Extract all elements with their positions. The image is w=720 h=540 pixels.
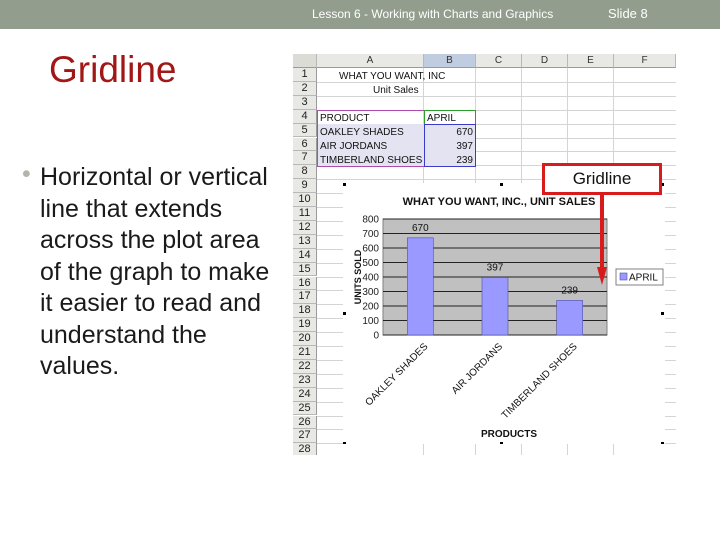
y-tick-label: 800 — [362, 214, 379, 226]
cell-a7: TIMBERLAND SHOES — [320, 155, 423, 166]
y-tick-label: 100 — [362, 316, 379, 327]
x-axis-label: PRODUCTS — [480, 429, 538, 440]
bar — [482, 277, 508, 335]
slide-title: Gridline — [49, 49, 177, 90]
row-header-13[interactable]: 13 — [293, 235, 317, 249]
cell-b6: 397 — [456, 141, 473, 152]
y-tick-label: 700 — [362, 229, 379, 240]
x-tick-label: AIR JORDANS — [449, 341, 506, 397]
row-header-12[interactable]: 12 — [293, 221, 317, 235]
slide-body-text: Horizontal or vertical line that extends across the plot area of the graph to make it easier to read and understand the values. — [40, 163, 270, 380]
data-label: 670 — [411, 222, 429, 234]
embedded-chart[interactable] — [343, 183, 665, 444]
cell-a1: WHAT YOU WANT, INC — [339, 71, 446, 82]
row-header-3[interactable]: 3 — [293, 96, 317, 110]
row-header-10[interactable]: 10 — [293, 193, 317, 207]
y-tick-label: 200 — [362, 301, 379, 313]
y-tick-label: 0 — [373, 330, 379, 342]
row-header-25[interactable]: 25 — [293, 402, 317, 416]
row-header-20[interactable]: 20 — [293, 332, 317, 346]
chart-resize-handle — [343, 183, 346, 186]
row-header-6[interactable]: 6 — [293, 138, 317, 152]
row-header-2[interactable]: 2 — [293, 82, 317, 96]
chart-resize-handle — [661, 312, 664, 315]
chart-resize-handle — [500, 442, 503, 444]
callout-arrow-icon — [597, 195, 607, 285]
cell-b4: APRIL — [427, 113, 456, 124]
y-tick-label: 500 — [362, 258, 379, 269]
y-tick-label: 400 — [362, 272, 379, 284]
slide-header-bar — [0, 0, 720, 29]
values-range-box — [424, 124, 476, 167]
category-range-box — [317, 110, 425, 167]
cell-a5: OAKLEY SHADES — [320, 127, 404, 138]
bar-chart — [343, 183, 665, 444]
row-header-17[interactable]: 17 — [293, 290, 317, 304]
cell-a6: AIR JORDANS — [320, 141, 388, 152]
chart-resize-handle — [500, 183, 503, 186]
x-tick-label: TIMBERLAND SHOES — [499, 341, 580, 422]
x-tick-label: OAKLEY SHADES — [363, 341, 431, 409]
slide-number: Slide 8 — [608, 6, 648, 21]
row-header-22[interactable]: 22 — [293, 360, 317, 374]
row-header-9[interactable]: 9 — [293, 179, 317, 193]
bar — [407, 238, 433, 335]
chart-resize-handle — [343, 442, 346, 444]
row-header-24[interactable]: 24 — [293, 388, 317, 402]
row-header-7[interactable]: 7 — [293, 151, 317, 165]
row-header-26[interactable]: 26 — [293, 416, 317, 430]
y-axis-label: UNITS SOLD — [353, 249, 363, 305]
cell-gridline-horizontal — [317, 96, 676, 97]
cell-a4: PRODUCT — [320, 113, 370, 124]
row-header-1[interactable]: 1 — [293, 68, 317, 82]
row-header-15[interactable]: 15 — [293, 263, 317, 277]
row-header-5[interactable]: 5 — [293, 124, 317, 138]
column-header-a[interactable]: A — [317, 54, 424, 68]
legend-label: APRIL — [629, 272, 658, 284]
cell-b7: 239 — [456, 155, 473, 166]
cell-a2: Unit Sales — [373, 85, 419, 96]
y-tick-label: 300 — [362, 287, 379, 298]
row-header-14[interactable]: 14 — [293, 249, 317, 263]
column-header-d[interactable]: D — [522, 54, 568, 68]
gridline-callout: Gridline — [542, 163, 662, 195]
column-header-b[interactable]: B — [424, 54, 476, 68]
column-header-f[interactable]: F — [614, 54, 676, 68]
column-header-c[interactable]: C — [476, 54, 522, 68]
row-header-28[interactable]: 28 — [293, 443, 317, 455]
row-header-11[interactable]: 11 — [293, 207, 317, 221]
row-header-21[interactable]: 21 — [293, 346, 317, 360]
cell-b5: 670 — [456, 127, 473, 138]
y-tick-label: 600 — [362, 243, 379, 255]
row-header-16[interactable]: 16 — [293, 277, 317, 291]
legend-swatch — [620, 273, 627, 280]
bar — [557, 300, 583, 335]
row-header-8[interactable]: 8 — [293, 165, 317, 179]
chart-title: WHAT YOU WANT, INC., UNIT SALES — [402, 196, 596, 208]
series-name-box — [424, 110, 476, 125]
select-all-corner[interactable] — [293, 54, 317, 68]
lesson-title: Lesson 6 - Working with Charts and Graphics — [312, 7, 554, 21]
chart-resize-handle — [343, 312, 346, 315]
row-header-23[interactable]: 23 — [293, 374, 317, 388]
data-label: 397 — [486, 262, 504, 274]
row-header-27[interactable]: 27 — [293, 429, 317, 443]
row-header-19[interactable]: 19 — [293, 318, 317, 332]
column-header-e[interactable]: E — [568, 54, 614, 68]
row-header-18[interactable]: 18 — [293, 304, 317, 318]
data-label: 239 — [561, 285, 579, 297]
chart-resize-handle — [661, 442, 664, 444]
bullet-marker: • — [22, 160, 31, 188]
row-header-4[interactable]: 4 — [293, 110, 317, 124]
